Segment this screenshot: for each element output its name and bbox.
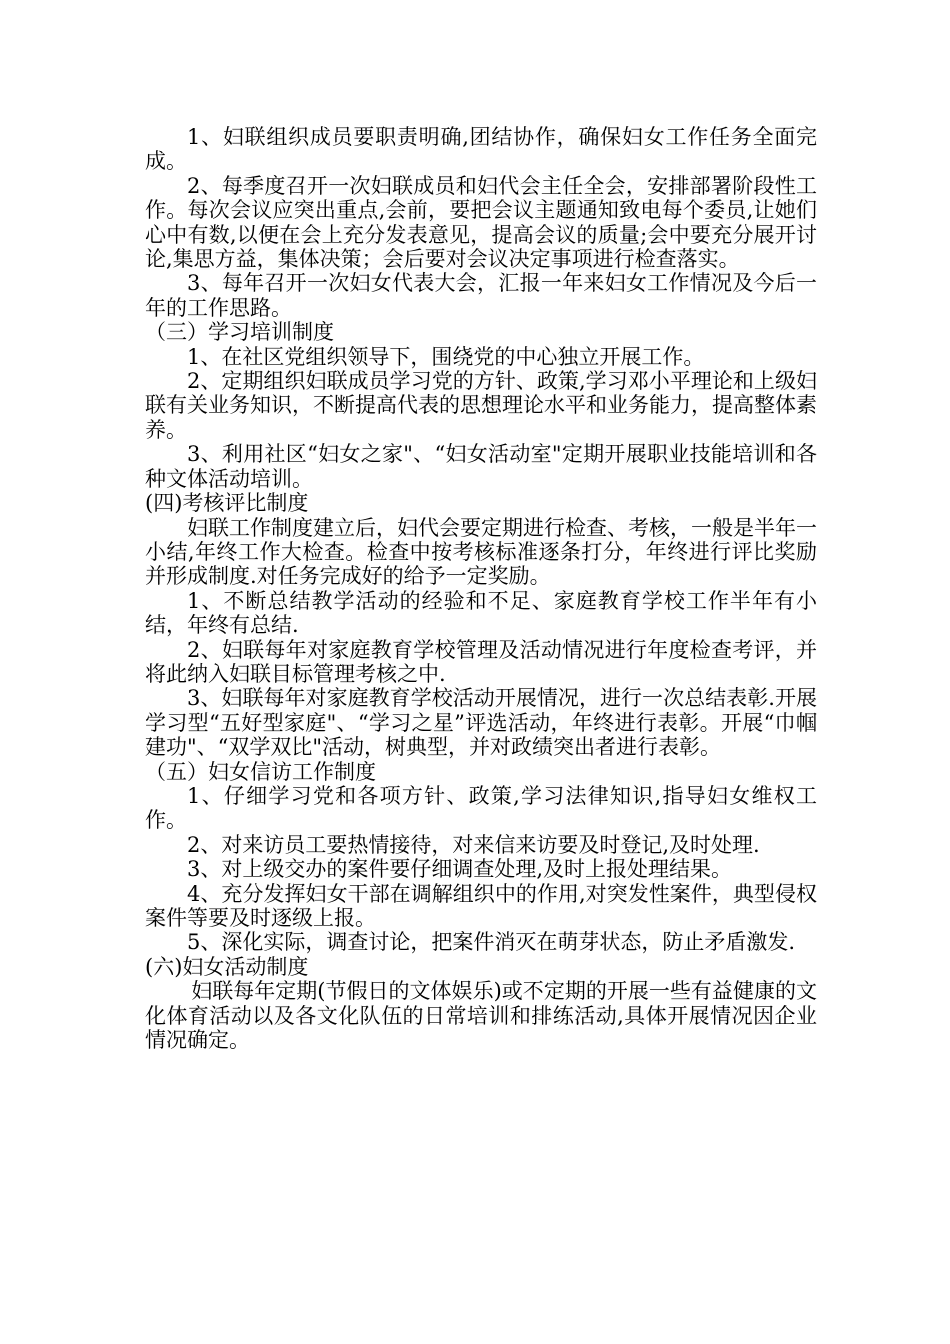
paragraph-7: 妇联工作制度建立后，妇代会要定期进行检查、考核，一般是半年一小结,年终工作大检查。检查中按考核标准逐条打分，年终进行评比奖励并形成制度.对任务完成好的给予一定奖励。 [145, 515, 817, 589]
paragraph-16: 妇联每年定期(节假日的文体娱乐)或不定期的开展一些有益健康的文化体育活动以及各文化队伍的日常培训和排练活动,具体开展情况因企业情况确定。 [145, 979, 817, 1053]
paragraph-15: 5、深化实际，调查讨论，把案件消灭在萌芽状态，防止矛盾激发. [187, 930, 796, 955]
paragraph-11: 1、仔细学习党和各项方针、政策,学习法律知识,指导妇女维权工作。 [145, 783, 817, 833]
paragraph-6: 3、利用社区“妇女之家"、“妇女活动室"定期开展职业技能培训和各种文体活动培训。 [145, 442, 817, 491]
paragraph-5: 2、定期组织妇联成员学习党的方针、政策,学习邓小平理论和上级妇联有关业务知识，不断提高代表的思想理论水平和业务能力，提高整体素养。 [145, 369, 817, 442]
paragraph-12: 2、对来访员工要热情接待，对来信来访要及时登记,及时处理. [187, 832, 760, 857]
section-heading-activities: (六)妇女活动制度 [145, 954, 309, 979]
document-body [145, 125, 817, 1052]
paragraph-10: 3、妇联每年对家庭教育学校活动开展情况，进行一次总结表彰.开展学习型“五好型家庭"、“学习之星”评选活动，年终进行表彰。开展“巾帼建功"、“双学双比"活动，树典型，并对政绩突出者进行表彰。 [145, 686, 817, 760]
section-heading-assessment: (四)考核评比制度 [145, 491, 309, 516]
section-heading-study-training: （三）学习培训制度 [145, 320, 334, 345]
paragraph-8: 1、不断总结教学活动的经验和不足、家庭教育学校工作半年有小结，年终有总结. [145, 588, 817, 638]
paragraph-14: 4、充分发挥妇女干部在调解组织中的作用,对突发性案件，典型侵权案件等要及时逐级上报。 [145, 881, 817, 930]
paragraph-13: 3、对上级交办的案件要仔细调查处理,及时上报处理结果。 [187, 857, 733, 882]
section-heading-petition: （五）妇女信访工作制度 [145, 759, 376, 784]
paragraph-4: 1、在社区党组织领导下，围绕党的中心独立开展工作。 [187, 344, 705, 369]
paragraph-1: 1、妇联组织成员要职责明确,团结协作，确保妇女工作任务全面完成。 [145, 125, 817, 174]
paragraph-3: 3、每年召开一次妇女代表大会，汇报一年来妇女工作情况及今后一年的工作思路。 [145, 271, 817, 320]
paragraph-9: 2、妇联每年对家庭教育学校管理及活动情况进行年度检查考评，并将此纳入妇联目标管理考核之中. [145, 637, 817, 686]
paragraph-2: 2、每季度召开一次妇联成员和妇代会主任全会，安排部署阶段性工作。每次会议应突出重点,会前，要把会议主题通知致电每个委员,让她们心中有数,以便在会上充分发表意见，提高会议的质量;会中要充分展开讨论,集思方益，集体决策；会后要对会议决定事项进行检查落实。 [145, 173, 817, 272]
